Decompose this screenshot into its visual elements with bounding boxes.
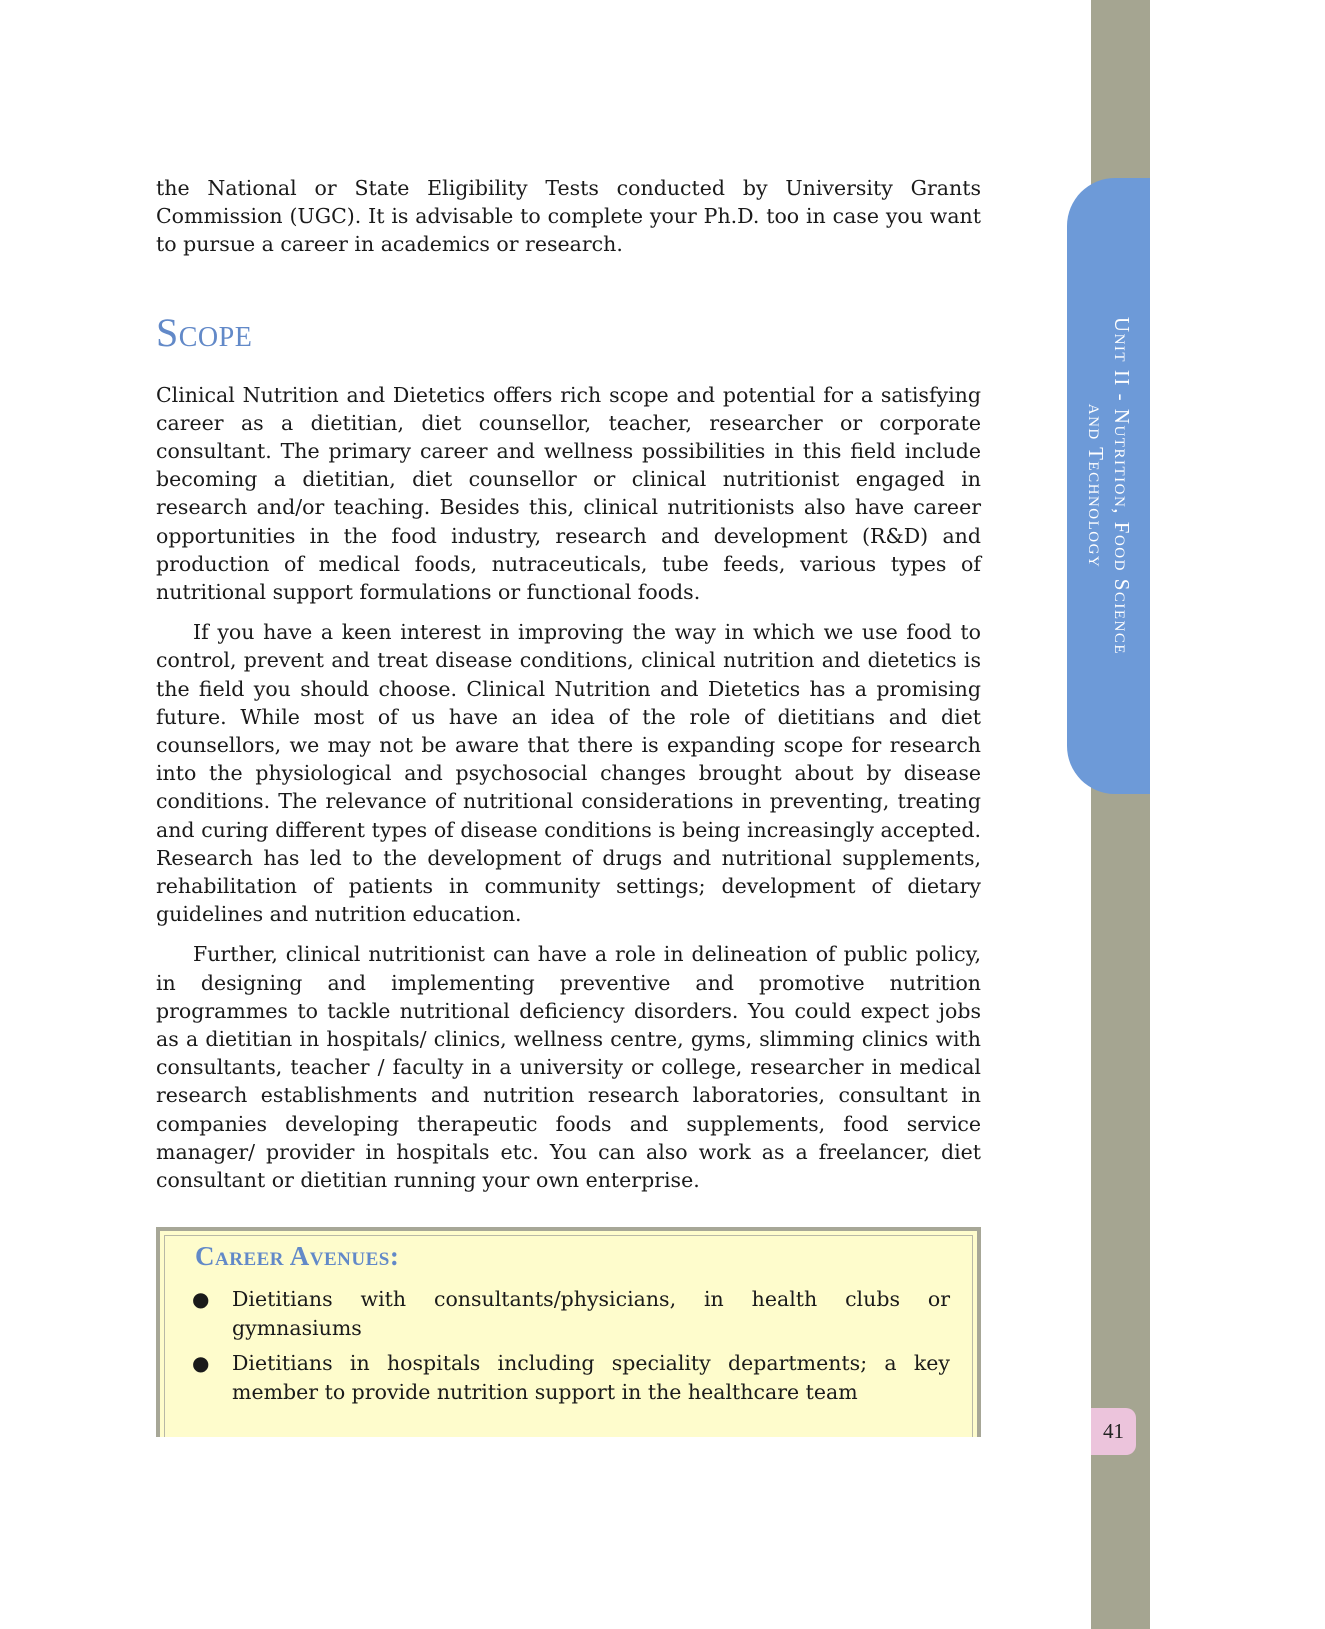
career-avenues-list	[190, 1285, 950, 1413]
scope-paragraph-2: If you have a keen interest in improving the way in which we use food to control, prevent and treat disease conditions, clinical nutrition and dietetics is the field you should choose. Clinical Nutrition and Dietetics has a promising future. While most of us have an idea of the role of dietitians and diet counsellors, we may not be aware that there is expanding scope for research into the physiological and psychosocial changes brought about by disease conditions. The relevance of nutritional considerations in preventing, treating and curing different types of disease conditions is being increasingly accepted. Research has led to the development of drugs and nutritional supplements, rehabilitation of patients in community settings; development of dietary guidelines and nutrition education.	[156, 620, 981, 927]
list-item	[190, 1285, 950, 1343]
page-number: 41	[1091, 1408, 1136, 1455]
scope-paragraph-1: Clinical Nutrition and Dietetics offers rich scope and potential for a satisfying career as a dietitian, diet counsellor, teacher, researcher or corporate consultant. The primary career and wellness possibilities in this field include becoming a dietitian, diet counsellor or clinical nutritionist engaged in research and/or teaching. Besides this, clinical nutritionists also have career opportunities in the food industry, research and development (R&D) and production of medical foods, nutraceuticals, tube feeds, various types of nutritional support formulations or functional foods.	[156, 382, 981, 605]
unit-tab-line2: and Technology	[1083, 403, 1108, 569]
bullet-icon: ●	[192, 1351, 210, 1375]
section-title: Scope	[156, 309, 253, 355]
career-avenues-box	[156, 1227, 981, 1437]
career-avenues-title: Career Avenues:	[195, 1241, 400, 1271]
main-content	[156, 174, 981, 1194]
bullet-icon: ●	[192, 1287, 210, 1311]
scope-paragraph-3: Further, clinical nutritionist can have a role in delineation of public policy, in designing and implementing preventive and promotive nutrition programmes to tackle nutritional deficiency disorders. You could expect jobs as a dietitian in hospitals/ clinics, wellness centre, gyms, slimming clinics with consultants, teacher / faculty in a university or college, researcher in medical research establishments and nutrition research laboratories, consultant in companies developing therapeutic foods and supplements, food service manager/ provider in hospitals etc. You can also work as a freelancer, diet consultant or dietitian running your own enterprise.	[156, 942, 981, 1193]
unit-tab-title	[1083, 206, 1135, 766]
list-item-text: Dietitians with consultants/physicians, in health clubs or gymnasiums	[232, 1287, 950, 1340]
intro-paragraph: the National or State Eligibility Tests conducted by University Grants Commission (UGC). It is advisable to complete your Ph.D. too in case you want to pursue a career in academics or research.	[156, 176, 981, 257]
list-item-text: Dietitians in hospitals including speciality departments; a key member to provide nutrition support in the healthcare team	[232, 1351, 950, 1404]
unit-tab	[1067, 178, 1150, 794]
list-item	[190, 1349, 950, 1407]
unit-tab-line1: Unit II - Nutrition, Food Science	[1109, 316, 1134, 656]
